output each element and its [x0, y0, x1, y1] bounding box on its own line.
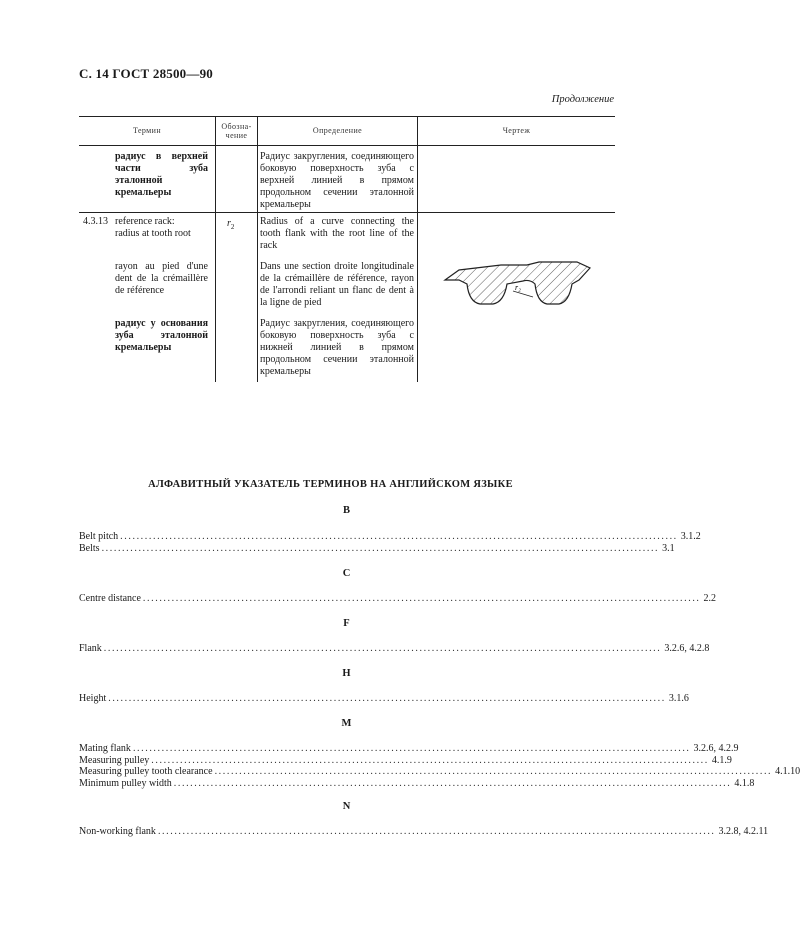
index-letter: F — [343, 618, 350, 629]
index-entry: Mating flank ........................................................................................................................................ 3.2.6, 4.2.9 — [79, 743, 739, 754]
table-header-rule — [79, 145, 615, 146]
index-title: АЛФАВИТНЫЙ УКАЗАТЕЛЬ ТЕРМИНОВ НА АНГЛИЙСКОМ ЯЗЫКЕ — [148, 479, 513, 490]
index-entry: Minimum pulley width ........................................................................................................................................ 4.1.8 — [79, 778, 755, 789]
continuation-label: Продолжение — [551, 94, 614, 105]
rack-profile-drawing — [441, 254, 593, 314]
index-letter: N — [342, 801, 351, 812]
index-entry: Measuring pulley ........................................................................................................................................ 4.1.9 — [79, 755, 732, 766]
term-ru: радиус у основания зуба эталонной кремальеры — [115, 318, 208, 353]
index-letter: B — [342, 505, 350, 516]
header-symbol: Обозна- чение — [221, 121, 252, 140]
radius-label: r₂ — [515, 283, 521, 292]
definition-ru-top: Радиус закругления, соединяющего боковую поверхность зуба с верхней линией в прямом продольном сечении эталонной кремальеры — [260, 151, 414, 210]
column-divider — [257, 116, 258, 382]
table-row-rule — [79, 212, 615, 213]
term-en: reference rack: radius at tooth root — [115, 216, 191, 239]
index-entry: Height ........................................................................................................................................ 3.1.6 — [79, 693, 689, 704]
index-letter: M — [341, 718, 352, 729]
term-symbol: $r_2$ — [227, 218, 235, 231]
index-entry: Non-working flank ........................................................................................................................................ 3.2.8, 4.2.11 — [79, 826, 769, 837]
terms-table — [79, 116, 615, 382]
definition-en: Radius of a curve connecting the tooth flank with the root line of the rack — [260, 216, 414, 251]
definition-fr: Dans une section droite longitudinale de la crémaillère de référence, rayon de l'arrondi reliant un flanc de dent à la ligne de pied — [260, 261, 414, 308]
index-entry: Belt pitch ........................................................................................................................................ 3.1.2 — [79, 531, 701, 542]
index-letter: H — [342, 668, 351, 679]
index-entry: Measuring pulley tooth clearance ........................................................................................................................................ 4.1.10 — [79, 766, 800, 777]
index-letter: C — [342, 568, 351, 579]
index-entry: Flank ........................................................................................................................................ 3.2.6, 4.2.8 — [79, 643, 710, 654]
term-ru-top: радиус в верхней части зуба эталонной кремальеры — [115, 151, 208, 198]
index-entry: Belts ........................................................................................................................................ 3.1 — [79, 543, 675, 554]
header-term: Термин — [132, 126, 162, 135]
column-divider — [215, 116, 216, 382]
term-fr: rayon au pied d'une dent de la crémaillère de référence — [115, 261, 208, 296]
header-definition: Определение — [312, 126, 363, 135]
index-entry: Centre distance ........................................................................................................................................ 2.2 — [79, 593, 717, 604]
header-drawing: Чертеж — [502, 126, 531, 135]
definition-ru: Радиус закругления, соединяющего боковую поверхность зуба с нижней линией в прямом продольном сечении эталонной кремальеры — [260, 318, 414, 377]
column-divider — [417, 116, 418, 382]
page-header: С. 14 ГОСТ 28500—90 — [79, 66, 213, 81]
term-number: 4.3.13 — [83, 216, 108, 227]
